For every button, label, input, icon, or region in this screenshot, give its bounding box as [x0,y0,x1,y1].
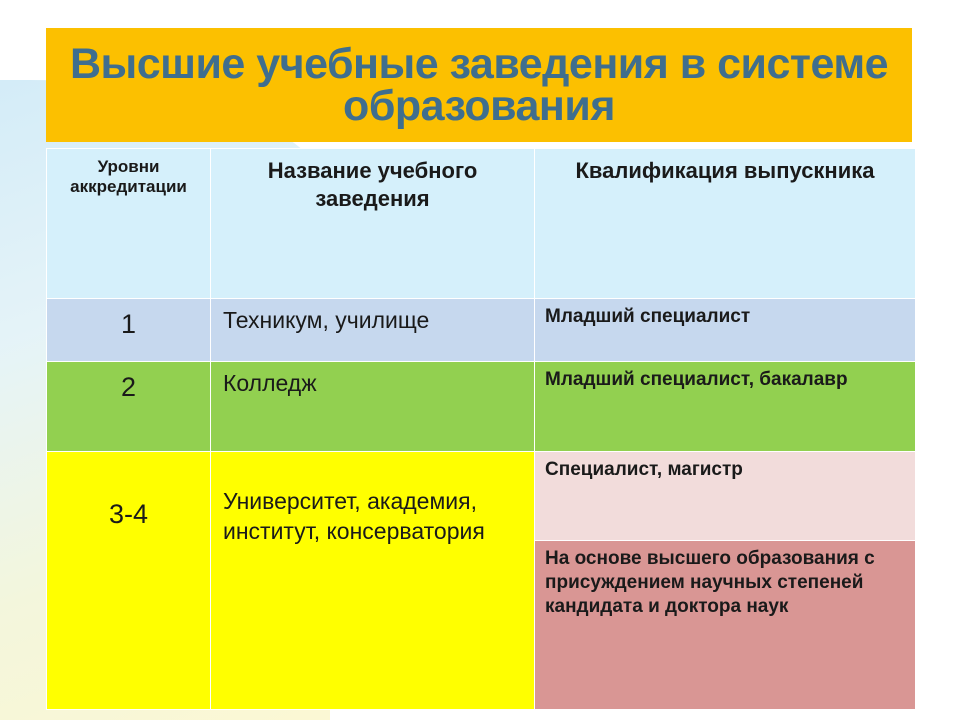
qualification-value: Младший специалист, бакалавр [545,369,848,390]
header-cell-name [211,149,535,299]
header-cell-level [47,149,211,299]
name-cell [211,362,535,452]
qualification-value: Младший специалист [545,306,751,327]
level-value: 2 [120,372,137,402]
qualification-extra-cell [535,541,916,710]
institution-name: Техникум, училище [223,307,430,333]
qualification-cell [535,452,916,541]
institutions-table [46,148,916,710]
table-row [47,362,916,452]
table-row [47,299,916,362]
level-cell [47,452,211,710]
qualification-cell [535,362,916,452]
name-cell [211,299,535,362]
header-name-label: Название учебного заведения [267,158,478,211]
page-title: Высшие учебные заведения в системе образования [69,40,889,130]
qualification-extra-value: На основе высшего образования с присуждением научных степеней кандидата и доктора наук [545,548,875,617]
qualification-cell [535,299,916,362]
level-value: 1 [120,309,137,339]
institution-name: Университет, академия, институт, консерватория [223,488,485,544]
level-cell [47,299,211,362]
header-cell-qualification [535,149,916,299]
table-header-row [47,149,916,299]
header-level-label: Уровни аккредитации [70,157,187,196]
title-banner [46,28,912,142]
name-cell [211,452,535,710]
header-qualification-label: Квалификация выпускника [575,158,875,183]
table-row [47,452,916,541]
level-cell [47,362,211,452]
qualification-value: Специалист, магистр [545,459,743,480]
level-value: 3-4 [108,499,149,529]
institution-name: Колледж [223,370,317,396]
